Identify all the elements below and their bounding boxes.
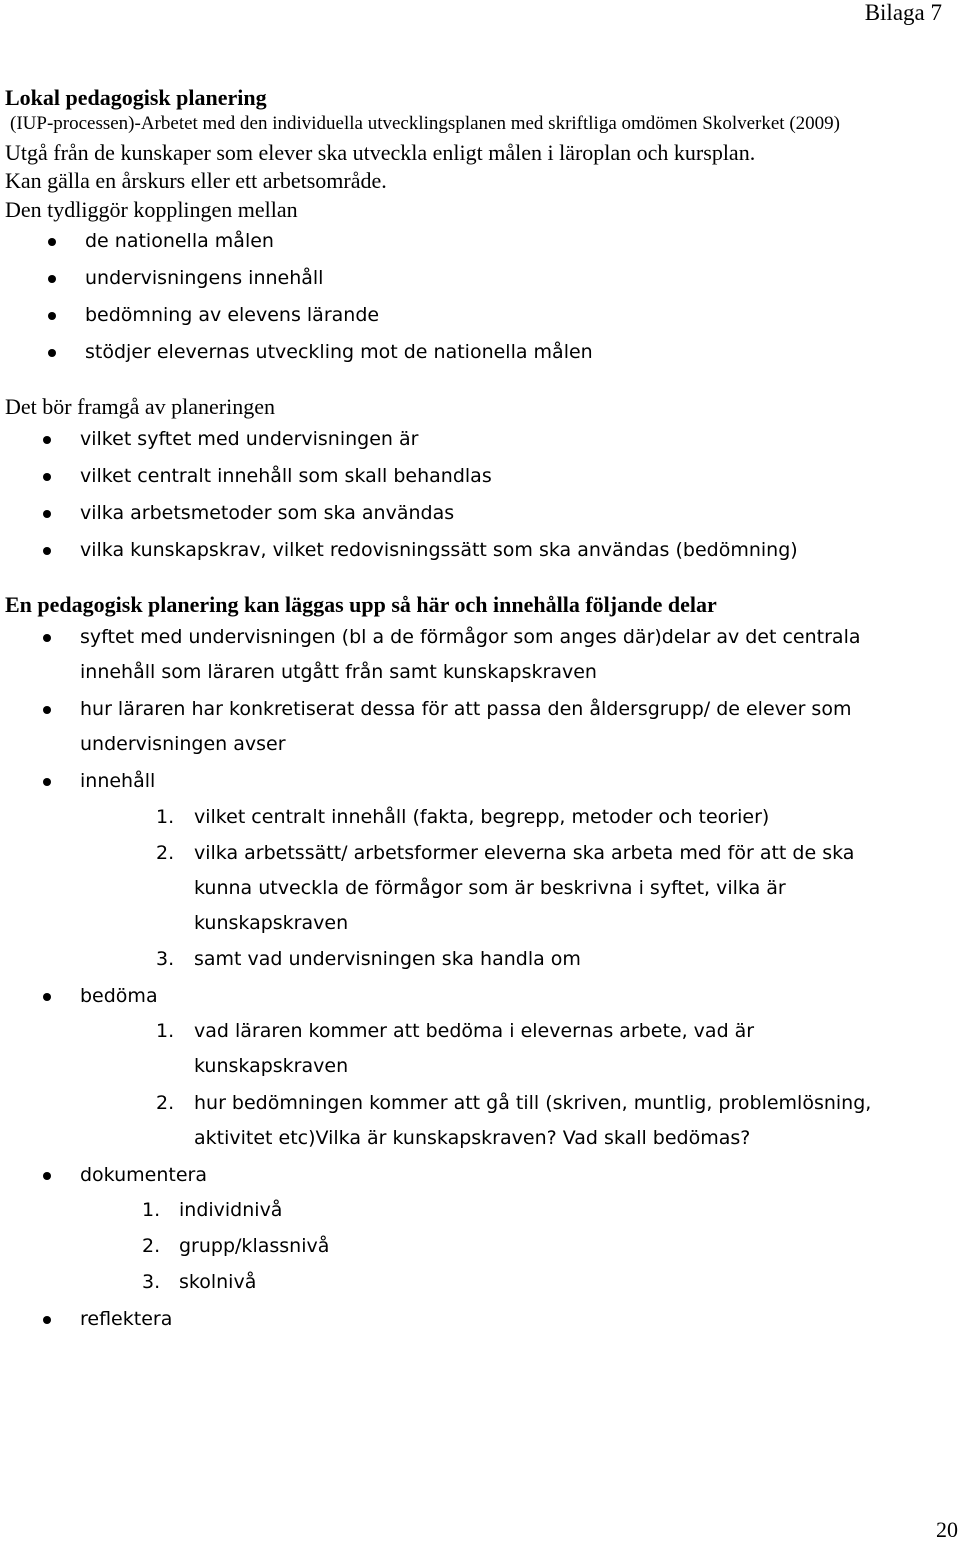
- sub-list-item-continuation: kunna utveckla de förmågor som är beskrivna i syftet, vilka är: [194, 877, 786, 899]
- sub-list-item: hur bedömningen kommer att gå till (skriven, muntlig, problemlösning,: [194, 1092, 872, 1114]
- intro-line-1: Utgå från de kunskaper som elever ska utveckla enligt målen i läroplan och kursplan.: [5, 140, 756, 165]
- list-item: de nationella målen: [85, 230, 274, 252]
- list-item: innehåll: [80, 770, 156, 792]
- list-item: vilka kunskapskrav, vilket redovisningssätt som ska användas (bedömning): [80, 539, 798, 561]
- list-item: stödjer elevernas utveckling mot de nationella målen: [85, 341, 593, 363]
- list-number: 1.: [142, 1199, 161, 1221]
- sub-list-item: grupp/klassnivå: [179, 1235, 330, 1257]
- list-item: hur läraren har konkretiserat dessa för att passa den åldersgrupp/ de elever som: [80, 698, 852, 720]
- bullet-icon: [43, 706, 51, 714]
- bullet-icon: [43, 473, 51, 481]
- sub-list-item: samt vad undervisningen ska handla om: [194, 948, 581, 970]
- list-item: reflektera: [80, 1308, 173, 1330]
- list-item: syftet med undervisningen (bl a de förmågor som anges där)delar av det centrala: [80, 626, 861, 648]
- list-item: bedöma: [80, 985, 158, 1007]
- list-number: 2.: [156, 842, 175, 864]
- appendix-label: Bilaga 7: [864, 0, 942, 25]
- sub-list-item-continuation: kunskapskraven: [194, 912, 349, 934]
- document-subtitle: (IUP-processen)-Arbetet med den individuella utvecklingsplanen med skriftliga omdömen Skolverket (2009): [10, 113, 840, 134]
- list-number: 1.: [156, 806, 175, 828]
- bullet-icon: [43, 778, 51, 786]
- list-item: vilket centralt innehåll som skall behandlas: [80, 465, 492, 487]
- bullet-icon: [43, 1172, 51, 1180]
- sub-list-item: vilka arbetssätt/ arbetsformer eleverna ska arbeta med för att de ska: [194, 842, 855, 864]
- bullet-icon: [43, 510, 51, 518]
- list-item: bedömning av elevens lärande: [85, 304, 380, 326]
- intro-line-3: Den tydliggör kopplingen mellan: [5, 197, 298, 222]
- bullet-icon: [48, 275, 56, 283]
- bullet-icon: [48, 349, 56, 357]
- list-number: 1.: [156, 1020, 175, 1042]
- intro-line-2: Kan gälla en årskurs eller ett arbetsområde.: [5, 168, 387, 193]
- bullet-icon: [43, 547, 51, 555]
- list-item: dokumentera: [80, 1164, 207, 1186]
- list-item-continuation: innehåll som läraren utgått från samt kunskapskraven: [80, 661, 597, 683]
- list-number: 2.: [156, 1092, 175, 1114]
- bullet-icon: [43, 436, 51, 444]
- sub-list-item-continuation: aktivitet etc)Vilka är kunskapskraven? Vad skall bedömas?: [194, 1127, 751, 1149]
- page-number: 20: [936, 1517, 958, 1542]
- sub-list-item-continuation: kunskapskraven: [194, 1055, 349, 1077]
- list-item-continuation: undervisningen avser: [80, 733, 286, 755]
- bullet-icon: [43, 1316, 51, 1324]
- sub-list-item: individnivå: [179, 1199, 283, 1221]
- section-heading: Det bör framgå av planeringen: [5, 394, 275, 419]
- sub-list-item: vad läraren kommer att bedöma i elevernas arbete, vad är: [194, 1020, 755, 1042]
- bullet-icon: [43, 993, 51, 1001]
- section-heading: En pedagogisk planering kan läggas upp så här och innehålla följande delar: [5, 592, 717, 617]
- bullet-icon: [43, 634, 51, 642]
- list-number: 3.: [156, 948, 175, 970]
- list-number: 3.: [142, 1271, 161, 1293]
- sub-list-item: skolnivå: [179, 1271, 257, 1293]
- document-title: Lokal pedagogisk planering: [5, 85, 267, 110]
- list-item: vilket syftet med undervisningen är: [80, 428, 419, 450]
- bullet-icon: [48, 238, 56, 246]
- list-number: 2.: [142, 1235, 161, 1257]
- list-item: vilka arbetsmetoder som ska användas: [80, 502, 455, 524]
- sub-list-item: vilket centralt innehåll (fakta, begrepp, metoder och teorier): [194, 806, 770, 828]
- list-item: undervisningens innehåll: [85, 267, 324, 289]
- bullet-icon: [48, 312, 56, 320]
